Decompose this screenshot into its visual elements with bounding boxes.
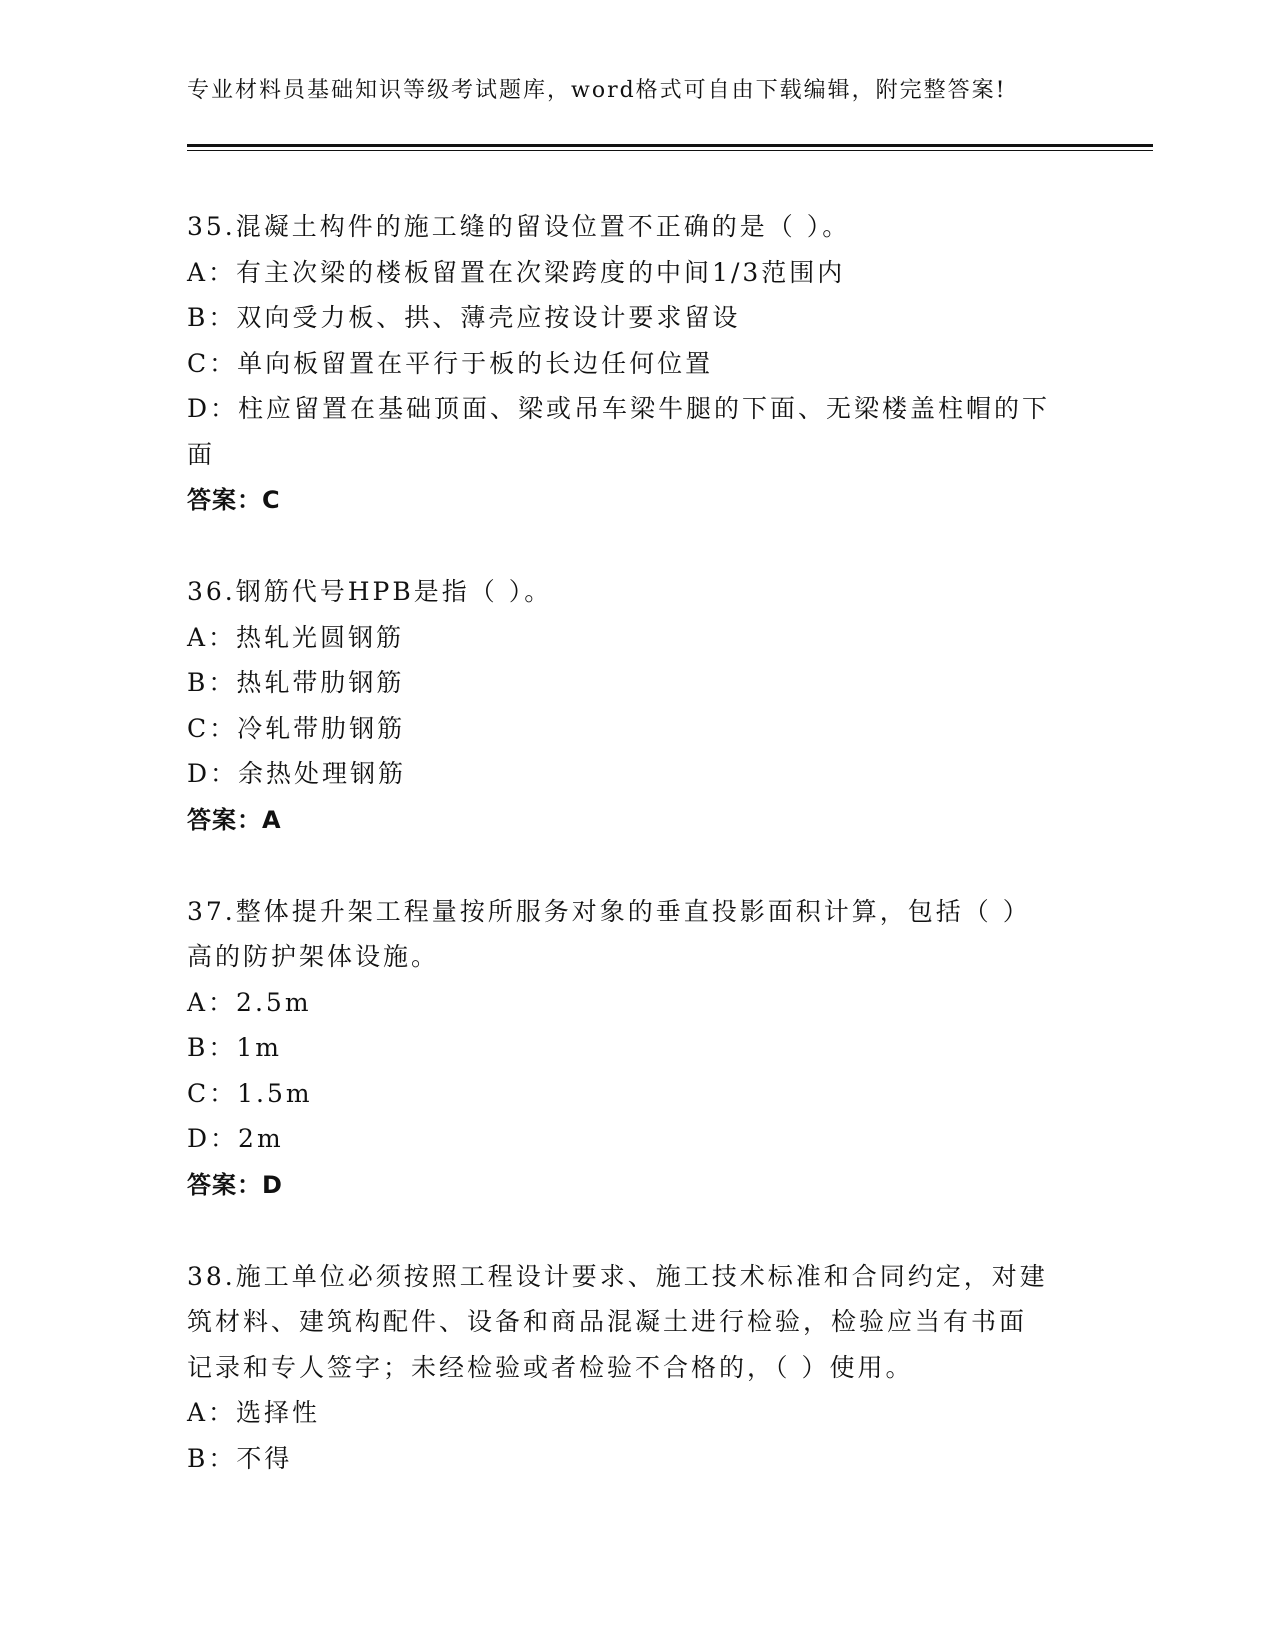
question-36 — [187, 569, 1087, 843]
question-stem: 38.施工单位必须按照工程设计要求、施工技术标准和合同约定，对建 — [187, 1261, 1048, 1291]
option-d: D：余热处理钢筋 — [187, 759, 407, 788]
question-38 — [187, 1254, 1087, 1482]
question-35 — [187, 204, 1087, 523]
option-c: C：冷轧带肋钢筋 — [187, 713, 406, 743]
question-stem-continued: 高的防护架体设施。 — [187, 942, 440, 971]
option-d: D：2m — [187, 1124, 284, 1153]
header-rule-thin — [187, 150, 1153, 151]
option-a: A：有主次梁的楼板留置在次梁跨度的中间1/3范围内 — [187, 257, 846, 287]
option-b: B：1m — [187, 1033, 282, 1062]
option-d: D：柱应留置在基础顶面、梁或吊车梁牛腿的下面、无梁楼盖柱帽的下 — [187, 394, 1051, 423]
answer: 答案：D — [187, 1170, 283, 1199]
question-stem-continued: 记录和专人签字；未经检验或者检验不合格的，（ ）使用。 — [187, 1352, 914, 1382]
question-stem: 35.混凝土构件的施工缝的留设位置不正确的是（ ）。 — [187, 212, 851, 241]
header-rule-thick — [187, 144, 1153, 147]
option-c: C：1.5m — [187, 1078, 313, 1108]
question-stem: 36.钢筋代号HPB是指（ ）。 — [187, 577, 553, 606]
answer: 答案：C — [187, 486, 281, 514]
page-header: 专业材料员基础知识等级考试题库，word格式可自由下载编辑，附完整答案! — [187, 78, 1007, 103]
option-a: A：2.5m — [187, 987, 312, 1017]
option-c: C：单向板留置在平行于板的长边任何位置 — [187, 348, 714, 378]
option-b: B：热轧带肋钢筋 — [187, 668, 405, 697]
option-a: A：热轧光圆钢筋 — [187, 622, 405, 652]
question-37 — [187, 889, 1087, 1208]
question-stem-continued: 筑材料、建筑构配件、设备和商品混凝土进行检验，检验应当有书面 — [187, 1307, 1028, 1336]
question-stem: 37.整体提升架工程量按所服务对象的垂直投影面积计算，包括（ ） — [187, 896, 1031, 926]
question-list — [187, 204, 1087, 1527]
option-d-continued: 面 — [187, 439, 216, 469]
answer: 答案：A — [187, 805, 282, 834]
option-a: A：选择性 — [187, 1398, 321, 1427]
option-b: B：不得 — [187, 1443, 293, 1473]
option-b: B：双向受力板、拱、薄壳应按设计要求留设 — [187, 303, 741, 332]
